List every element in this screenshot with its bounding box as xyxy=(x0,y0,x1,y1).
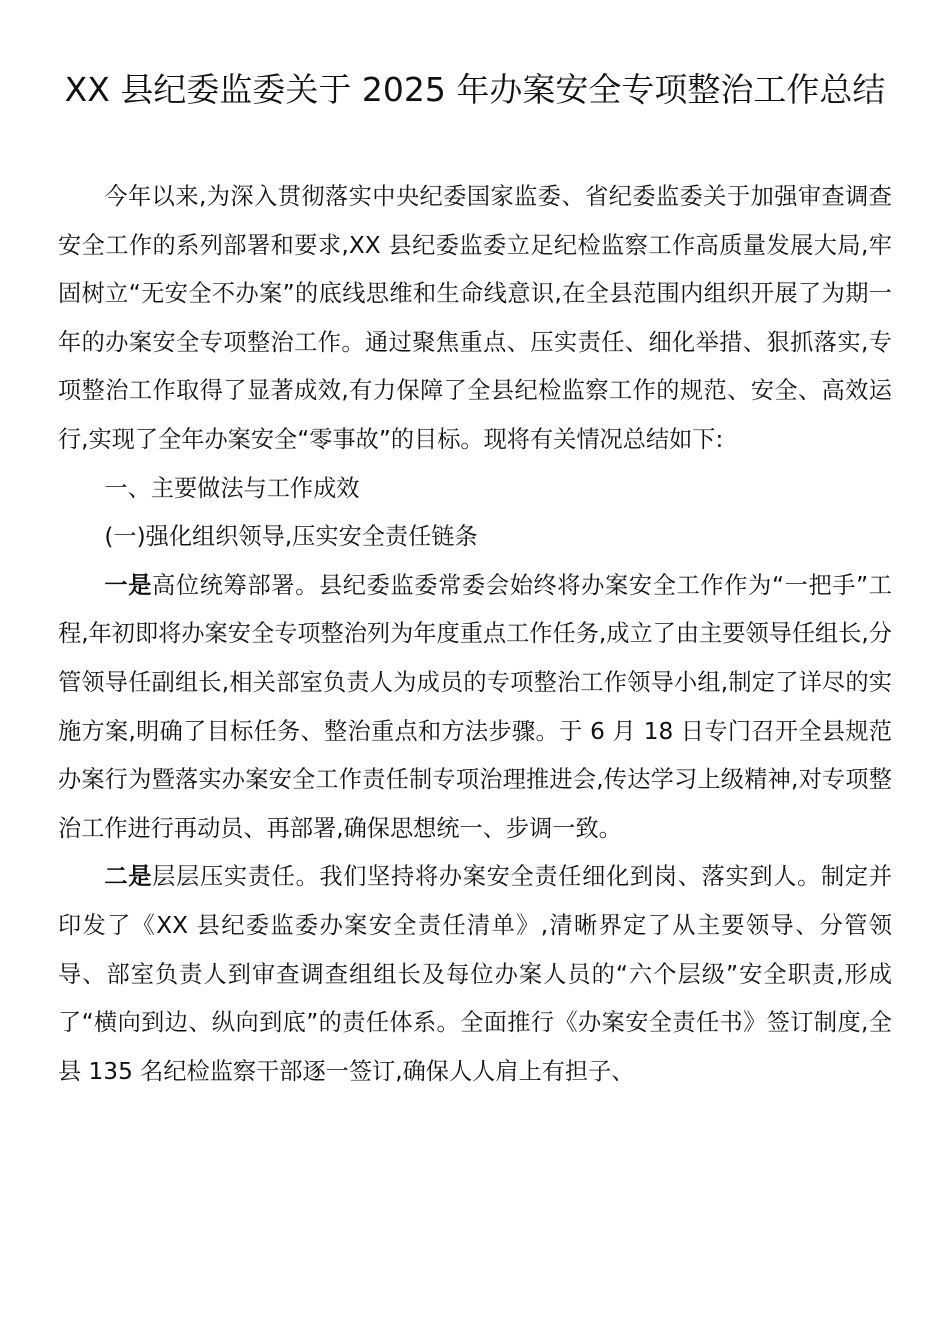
item-text: 高位统筹部署。县纪委监委常委会始终将办案安全工作作为“一把手”工程,年初即将办案安全专项整治列为年度重点工作任务,成立了由主要领导任组长,分管领导任副组长,相关部室负责人为成员的专项整治工作领导小组,制定了详尽的实施方案,明确了目标任务、整治重点和方法步骤。于 6 月 18 日专门召开全县规范办案行为暨落实办案安全工作责任制专项治理推进会,传达学习上级精神,对专项整治工作进行再动员、再部署,确保思想统一、步调一致。 xyxy=(58,571,892,842)
item-lead-label: 一是 xyxy=(104,571,153,599)
subsection-heading-organization-leadership: (一)强化组织领导,压实安全责任链条 xyxy=(104,523,478,551)
section-heading-main-practices: 一、主要做法与工作成效 xyxy=(104,474,360,502)
document-page xyxy=(58,66,892,1096)
item-paragraph-responsibility xyxy=(58,853,892,1096)
intro-paragraph: 今年以来,为深入贯彻落实中央纪委国家监委、省纪委监委关于加强审查调查安全工作的系列部署和要求,XX 县纪委监委立足纪检监察工作高质量发展大局,牢固树立“无安全不办案”的底线思维和生命线意识,在全县范围内组织开展了为期一年的办案安全专项整治工作。通过聚焦重点、压实责任、细化举措、狠抓落实,专项整治工作取得了显著成效,有力保障了全县纪检监察工作的规范、安全、高效运行,实现了全年办案安全“零事故”的目标。现将有关情况总结如下: xyxy=(58,183,892,453)
item-text: 层层压实责任。我们坚持将办案安全责任细化到岗、落实到人。制定并印发了《XX 县纪委监委办案安全责任清单》,清晰界定了从主要领导、分管领导、部室负责人到审查调查组组长及每位办案人员的“六个层级”安全职责,形成了“横向到边、纵向到底”的责任体系。全面推行《办案安全责任书》签订制度,全县 135 名纪检监察干部逐一签订,确保人人肩上有担子、 xyxy=(58,863,893,1085)
document-title: XX 县纪委监委关于 2025 年办案安全专项整治工作总结 xyxy=(64,70,886,109)
item-lead-label: 二是 xyxy=(104,863,153,891)
document-body xyxy=(58,173,892,1096)
item-paragraph-high-level-planning xyxy=(58,562,892,854)
